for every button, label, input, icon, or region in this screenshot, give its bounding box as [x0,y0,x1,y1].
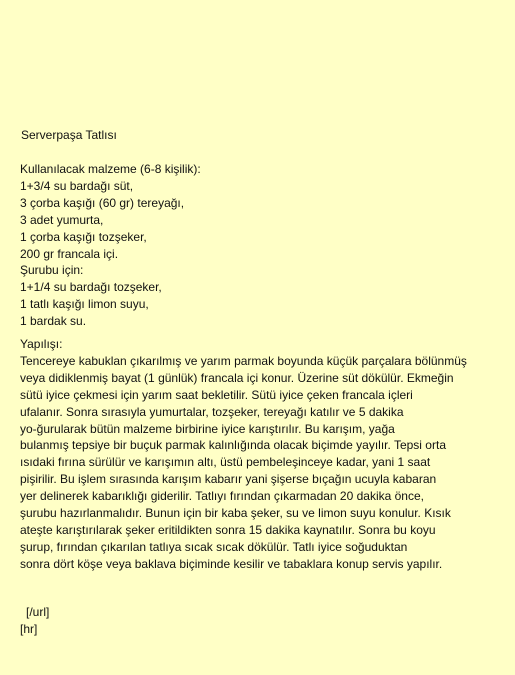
ingredient-line: 1 bardak su. [20,314,87,329]
preparation-line: sonra dört köşe veya baklava biçiminde kesilir ve tabaklara konup servis yapılır. [20,556,443,571]
preparation-line: ateşte karıştırılarak şeker eritildikten sonra 15 dakika kaynatılır. Sonra bu koyu [20,522,436,537]
syrup-heading: Şurubu için: [20,263,84,278]
ingredients-section [20,161,201,330]
url-close-tag: [/url] [26,605,50,619]
preparation-line: yo-ğurularak bütün malzeme birbirine iyice karıştırılır. Bu karışım, yağa [20,421,395,436]
preparation-line: şurup, fırından çıkarılan tatlıya sıcak sıcak dökülür. Tatlı iyice soğuduktan [20,539,408,554]
ingredient-line: 3 çorba kaşığı (60 gr) tereyağı, [20,195,185,210]
ingredient-line: 200 gr francala içi. [20,246,119,261]
preparation-line: bulanmış tepsiye bir buçuk parmak kalınlığında olacak biçimde yayılır. Tepsi orta [20,438,446,453]
preparation-line: pişirilir. Bu işlem sırasında karışım kabarır yani şişerse bıçağın ucuyla kabaran [20,472,437,487]
ingredient-line: 1 tatlı kaşığı limon suyu, [20,297,149,312]
preparation-line: şurubu hazırlanmalıdır. Bunun için bir kaba şeker, su ve limon suyu konulur. Kısık [20,506,451,521]
ingredients-heading: Kullanılacak malzeme (6-8 kişilik): [20,162,201,176]
preparation-line: ufalanır. Sonra sırasıyla yumurtalar, tozşeker, tereyağı katılır ve 5 dakika [20,404,404,419]
hr-tag: [hr] [20,622,38,636]
ingredient-line: 3 adet yumurta, [20,212,104,227]
ingredient-line: 1 çorba kaşığı tozşeker, [20,229,147,244]
ingredient-line: 1+1/4 su bardağı tozşeker, [20,280,162,295]
recipe-title: Serverpaşa Tatlısı [21,128,117,142]
preparation-heading: Yapılışı: [20,337,63,351]
preparation-line: Tencereye kabuklan çıkarılmış ve yarım parmak boyunda küçük parçalara bölünmüş [20,353,467,368]
preparation-line: ısıdaki fırına sürülür ve karışımın altı, üstü pembeleşinceye kadar, yani 1 saat [20,455,431,470]
preparation-line: sütü iyice çekmesi için yarım saat bekletilir. Sütü iyice çeken francala içleri [20,387,413,402]
ingredient-line: 1+3/4 su bardağı süt, [20,178,134,193]
preparation-section [20,336,467,573]
preparation-line: yer delinerek kabarıklığı giderilir. Tatlıyı fırından çıkarmadan 20 dakika önce, [20,489,424,504]
bbcode-footer [20,604,49,638]
preparation-line: veya didiklenmiş bayat (1 günlük) francala içi konur. Üzerine süt dökülür. Ekmeğin [20,370,454,385]
